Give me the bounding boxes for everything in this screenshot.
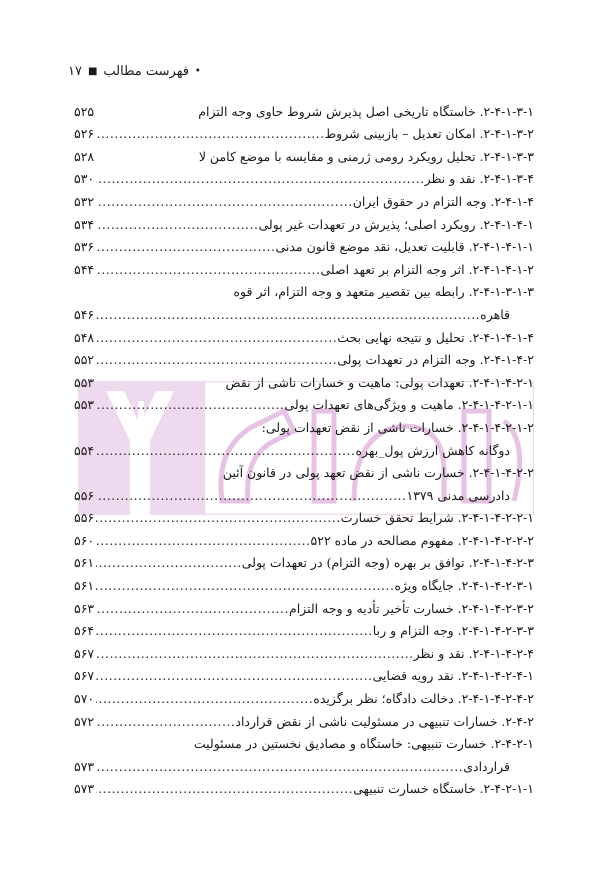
toc-entry-title: ۲-۴-۱-۳-۲. امکان تعدیل – بازبینی شروط [324,126,534,142]
toc-entry-title: ۲-۴-۲. خسارات تنبیهی در مسئولیت ناشی از نقض قرارداد [235,713,534,729]
toc-entry[interactable] [74,570,534,593]
toc-entry[interactable] [74,209,534,232]
header-page-number: ۱۷ [68,64,82,79]
toc-entry-title: ۲-۴-۱-۴-۲-۳-۳. وجه التزام و ربا [372,623,534,639]
toc-entry-page: ۵۵۶ [74,510,95,526]
toc-entry-title: ۲-۴-۱-۴-۲-۳-۲. خسارت تأخیر تأدیه و وجه التزام [288,600,534,616]
toc-entry-page: ۵۷۰ [74,691,95,707]
toc-entry[interactable] [74,345,534,368]
toc-entry-page: ۵۶۳ [74,600,95,616]
toc-entry-title: دوگانه کاهش ارزش پول_بهره [355,442,510,458]
toc-entry-title: ۲-۴-۱-۴-۲-۲. خسارت ناشی از نقض تعهد پولی در قانون آئین [222,465,534,481]
dot-leader [96,397,284,412]
toc-entry-title: ۲-۴-۱-۴-۲-۳-۱. جایگاه ویژه [394,578,534,594]
toc-entry[interactable] [74,96,534,119]
toc-entry-page: ۵۶۰ [74,532,95,548]
toc-entry[interactable] [74,548,534,571]
toc-entry-page: ۵۷۲ [74,713,95,729]
toc-entry-page: ۵۲۶ [74,126,95,142]
toc-entry-title: ۲-۴-۱-۴. وجه التزام در حقوق ایران [352,193,534,209]
toc-entry-page: ۵۶۴ [74,623,95,639]
toc-entry[interactable] [74,638,534,661]
dot-leader [96,262,320,277]
toc-entry[interactable] [74,616,534,639]
toc-entry-title: ۲-۴-۱-۴-۲-۲-۲. مفهوم مصالحه در ماده ۵۲۲ [310,532,534,548]
toc-entry-page: ۵۳۴ [74,216,95,232]
toc-entry[interactable] [74,751,534,774]
toc-entry-page: ۵۳۶ [74,239,95,255]
toc-entry-page: ۵۵۳ [74,374,95,390]
dot-leader [96,171,424,186]
dot-leader [96,646,414,661]
dot-leader [96,714,235,729]
toc-entry-title: ۲-۴-۱-۴-۱. رویکرد اصلی؛ پذیرش در تعهدات غیر پولی [258,216,534,232]
toc-entry[interactable] [74,412,534,435]
toc-entry-title: ۲-۴-۱-۳-۴. نقد و نظر [424,171,534,187]
toc-entry[interactable] [74,593,534,616]
header-title: فهرست مطالب [103,64,189,79]
toc-entry[interactable] [74,254,534,277]
bullet-icon: • [194,66,201,77]
toc-entry[interactable] [74,322,534,345]
toc-entry[interactable] [74,390,534,413]
toc-entry-page: ۵۶۱ [74,578,95,594]
dot-leader [96,759,463,774]
toc-entry-title: دادرسی مدنی ۱۳۷۹ [406,487,510,503]
toc-entry-title: ۲-۴-۱-۴-۱-۱. قابلیت تعدیل، نقد موضع قانون مدنی [275,239,534,255]
toc-entry-title: ۲-۴-۱-۴-۲-۴-۱. نقد رویه قضایی [372,668,534,684]
table-of-contents [74,96,534,796]
toc-entry-title: ۲-۴-۱-۴-۲-۱-۱. ماهیت و ویژگی‌های تعهدات پولی [284,397,534,413]
toc-entry[interactable] [74,729,534,752]
toc-entry-title: ۲-۴-۲-۱. خسارت تنبیهی: خاستگاه و مصادیق نخستین در مسئولیت [193,736,534,752]
dot-leader [96,443,355,458]
dot-leader [96,352,337,367]
toc-entry[interactable] [74,774,534,797]
toc-entry-page: ۵۴۴ [74,261,95,277]
toc-entry-page: ۵۵۲ [74,352,95,368]
dot-leader [96,578,394,593]
dot-leader [96,691,313,706]
toc-entry-page: ۵۶۷ [74,668,95,684]
toc-entry-page: ۵۵۴ [74,442,95,458]
toc-entry-page: ۵۳۰ [74,171,95,187]
toc-entry-title: ۲-۴-۱-۴-۲. وجه التزام در تعهدات پولی [337,352,534,368]
dot-leader [96,217,258,232]
dot-leader [96,555,242,570]
toc-entry-page: ۵۲۵ [74,103,95,119]
toc-entry-page: ۵۶۷ [74,645,95,661]
dot-leader [96,533,310,548]
dot-leader [96,307,480,322]
dot-leader [96,194,353,209]
toc-entry-title: ۲-۴-۱-۳-۱. خاستگاه تاریخی اصل پذیرش شروط حاوی وجه التزام [198,103,534,119]
toc-entry[interactable] [74,503,534,526]
toc-entry-title: ۲-۴-۱-۴-۲-۴. نقد و نظر [413,645,534,661]
toc-entry[interactable] [74,232,534,255]
toc-entry-title: ۲-۴-۱-۳-۳. تحلیل رویکرد رومی ژرمنی و مقایسه با موضع کامن لا [198,148,534,164]
toc-entry-page: ۵۵۳ [74,397,95,413]
toc-entry-title: ۲-۴-۱-۳-۱-۳. رابطه بین تقصیر متعهد و وجه التزام، اثر قوه [233,284,534,300]
dot-leader [96,623,373,638]
toc-entry[interactable] [74,186,534,209]
square-separator-icon: ■ [87,66,98,77]
toc-entry[interactable] [74,367,534,390]
toc-entry-page: ۵۳۲ [74,193,95,209]
toc-entry-page: ۵۷۳ [74,758,95,774]
toc-entry[interactable] [74,683,534,706]
toc-entry-title: قاهره [480,306,510,322]
toc-entry[interactable] [74,164,534,187]
toc-entry[interactable] [74,661,534,684]
dot-leader [96,781,353,796]
toc-entry-page: ۵۷۳ [74,781,95,797]
toc-entry[interactable] [74,119,534,142]
dot-leader [96,330,337,345]
toc-entry-page: ۵۴۸ [74,329,95,345]
dot-leader [96,510,341,525]
toc-entry-title: ۲-۴-۱-۴-۲-۱-۲. خسارات ناشی از نقض تعهدات پولی: [261,419,534,435]
toc-entry-title: ۲-۴-۱-۴-۱-۲. اثر وجه التزام بر تعهد اصلی [320,261,534,277]
toc-entry[interactable] [74,480,534,503]
toc-entry-title: ۲-۴-۲-۱-۱. خاستگاه خسارت تنبیهی [353,781,534,797]
toc-entry[interactable] [74,141,534,164]
toc-entry-page: ۵۶۱ [74,555,95,571]
toc-entry-page: ۵۴۶ [74,306,95,322]
dot-leader [96,488,406,503]
toc-entry[interactable] [74,435,534,458]
toc-entry-title: قراردادی [463,758,510,774]
dot-leader [96,668,372,683]
toc-entry-title: ۲-۴-۱-۴-۲-۱. تعهدات پولی: ماهیت و خسارات ناشی از نقض [225,374,534,390]
toc-entry-title: ۲-۴-۱-۴-۱-۴. تحلیل و نتیجه نهایی بحث [337,329,534,345]
toc-entry-title: ۲-۴-۱-۴-۲-۳. توافق بر بهره (وجه التزام) در تعهدات پولی [241,555,534,571]
toc-entry-title: ۲-۴-۱-۴-۲-۴-۲. دخالت دادگاه؛ نظر برگزیده [313,691,534,707]
toc-entry[interactable] [74,525,534,548]
toc-entry[interactable] [74,299,534,322]
page-header [68,64,201,79]
toc-entry[interactable] [74,277,534,300]
dot-leader [96,239,275,254]
dot-leader [96,601,289,616]
toc-entry-page: ۵۵۶ [74,487,95,503]
toc-entry-page: ۵۲۸ [74,148,95,164]
dot-leader [96,126,324,141]
toc-entry[interactable] [74,706,534,729]
toc-entry-title: ۲-۴-۱-۴-۲-۲-۱. شرایط تحقق خسارت [340,510,534,526]
toc-entry[interactable] [74,458,534,481]
